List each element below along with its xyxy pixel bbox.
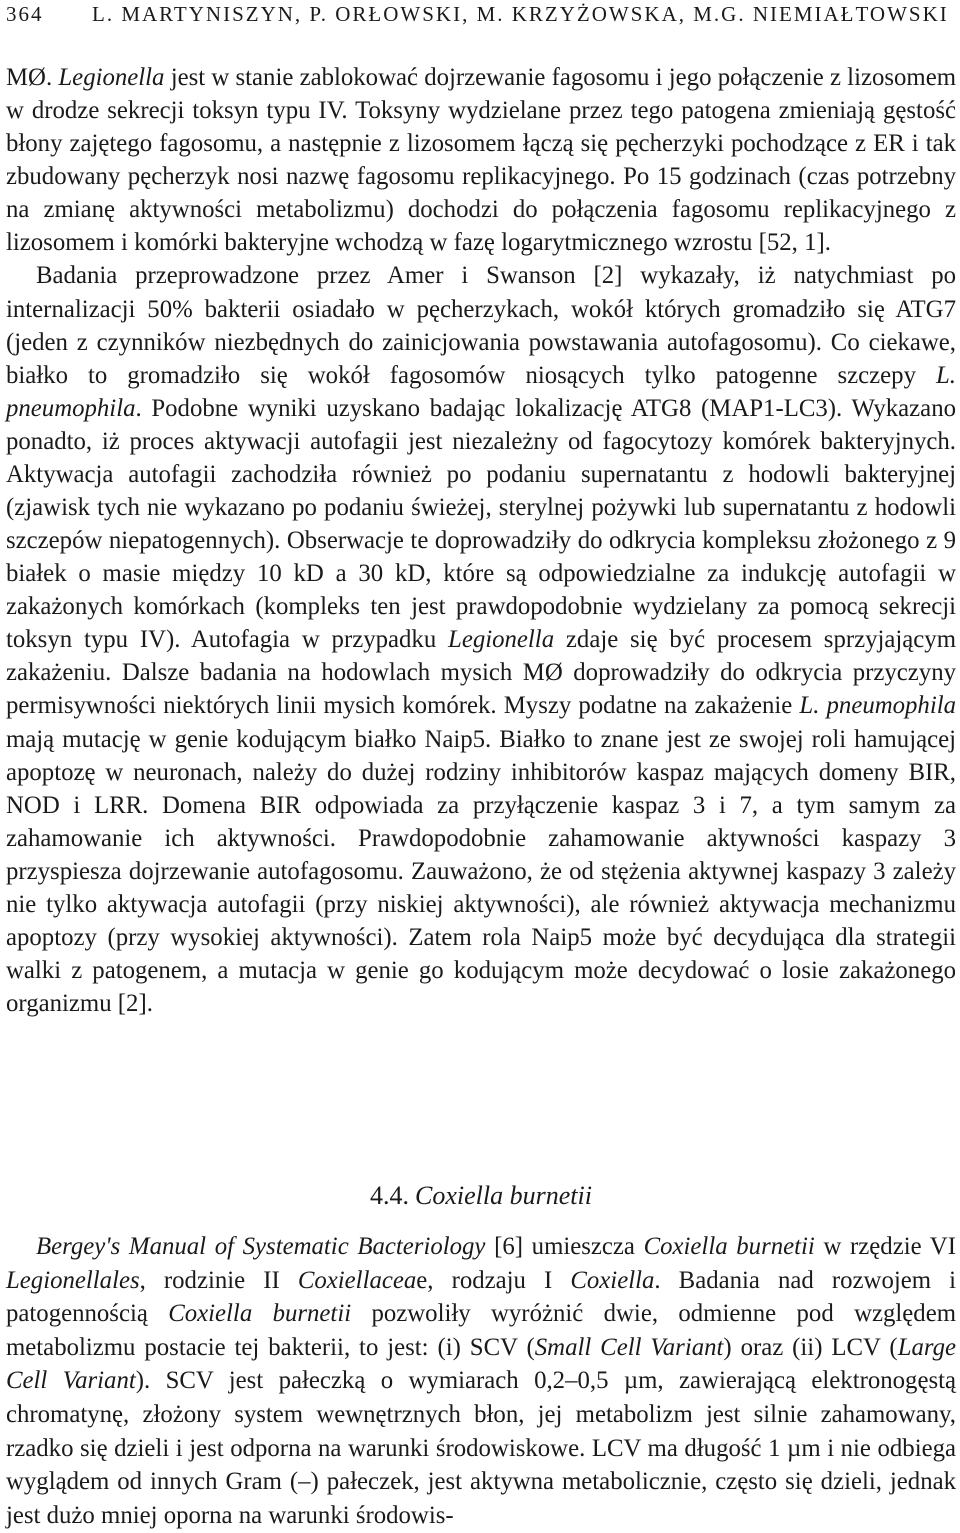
p3-t3: Coxiella burnetii [643, 1233, 815, 1260]
p1-genus-legionella: Legionella [58, 64, 165, 91]
p3-t8: e, rodzaju I [416, 1266, 571, 1294]
paragraph-2 [6, 259, 956, 1020]
p3-t12: pozwoliły wyróżnić dwie, odmienne pod względem metabolizmu postacie tej bakterii, to jest: (i) SCV ( [6, 1300, 956, 1361]
paragraph-3 [6, 1230, 956, 1532]
p2-species-1: L. pneumophila [6, 361, 956, 422]
p3-t2: [6] umieszcza [485, 1233, 644, 1260]
p2-text-b: . Podobne wyniki uzyskano badając lokalizację ATG8 (MAP1-LC3). Wykazano ponadto, iż proces aktywacji autofagii jest niezależny od fagocytozy komórek bakteryjnych. Aktywacja autofagii zachodziła również po podaniu supernatantu z hodowli bakteryjnej (zjawisk tych nie wykazano po podaniu świeżej, sterylnej pożywki lub supernatantu z hodowli szczepów niepatogennych). Obserwacje te doprowadziły do odkrycia kompleksu złożonego z 9 białek o masie między 10 kD a 30 kD, które są odpowiedzialne za indukcję autofagii w zakażonych komórkach (kompleks ten jest prawdopodobnie wydzielany za pomocą sekrecji toksyn typu IV). Autofagia w przypadku [6, 394, 956, 654]
p3-t15: Large Cell Variant [6, 1333, 957, 1395]
p2-text-a: Badania przeprowadzone przez Amer i Swanson [2] wykazały, iż natychmiast po internalizacji 50% bakterii osiadało w pęcherzykach, wokół których gromadziło się ATG7 (jeden z czynników niezbędnych do zainicjowania powstawania autofagosomu). Co ciekawe, białko to gromadziło się wokół fagosomów niosących tylko patogenne szczepy [6, 262, 956, 389]
p3-t7: Coxiellacea [297, 1266, 417, 1294]
p2-species-2: L. pneumophila [799, 692, 957, 720]
p3-t5: Legionellales [6, 1266, 140, 1294]
p3-t6: , rodzinie II [139, 1266, 298, 1294]
p2-text-d: mają mutację w genie kodującym białko Naip5. Białko to znane jest ze swojej roli hamującej apoptozę w neuronach, należy do dużej rodziny inhibitorów kaspaz mających domeny BIR, NOD i LRR. Domena BIR odpowiada za przyłączenie kaspaz 3 i 7, a tym samym za zahamowanie ich aktywności. Prawdopodobnie zahamowanie aktywności kaspazy 3 przyspiesza dojrzewanie autofagosomu. Zauważono, że od stężenia aktywnej kaspazy 3 zależy nie tylko aktywacja autofagii (przy niskiej aktywności), ale również aktywacja mechanizmu apoptozy (przy wysokiej aktywności). Zatem rola Naip5 może być decydująca dla strategii walki z patogenem, a mutacja w genie go kodującym może decydować o losie zakażonego organizmu [2]. [6, 725, 956, 1018]
section-body [6, 1230, 956, 1532]
p3-t14: ) oraz (ii) LCV ( [723, 1333, 898, 1361]
p3-t16: ). SCV jest pałeczką o wymiarach 0,2–0,5 µm, zawierającą elektronogęstą chromatynę, złożony system wewnętrznych błon, jej metabolizm jest silnie zahamowany, rzadko się dzieli i jest odporna na warunki środowiskowe. LCV ma długość 1 µm i nie odbiega wyglądem od innych Gram (–) pałeczek, jest aktywna metabolicznie, często się dzieli, jednak jest dużo mniej oporna na warunki środowis- [6, 1367, 956, 1529]
p1-text-a: MØ. [6, 64, 59, 91]
section-number: 4.4. [370, 1181, 410, 1210]
page-number: 364 [6, 2, 44, 26]
running-header [6, 0, 956, 28]
p3-book-title: Bergey's Manual of Systematic Bacteriology [36, 1233, 486, 1260]
section-title: Coxiella burnetii [415, 1181, 592, 1210]
body-text [6, 61, 956, 1020]
p2-genus-legionella: Legionella [448, 626, 555, 654]
p3-t9: Coxiella [570, 1266, 655, 1294]
p1-text-b: jest w stanie zablokować dojrzewanie fagosomu i jego połączenie z lizosomem w drodze sekrecji toksyn typu IV. Toksyny wydzielane przez tego patogena zmieniają gęstość błony zajętego fagosomu, a następnie z lizosomem łączą się pęcherzyki pochodzące z ER i tak zbudowany pęcherzyk nosi nazwę fagosomu replikacyjnego. Po 15 godzinach (czas potrzebny na zmianę aktywności metabolizmu) dochodzi do połączenia fagosomu replikacyjnego z lizosomem i komórki bakteryjne wchodzą w fazę logarytmicznego wzrostu [52, 1]. [6, 64, 956, 257]
p3-t13: Small Cell Variant [534, 1333, 724, 1361]
p3-t11: Coxiella burnetii [168, 1300, 352, 1328]
paragraph-1 [6, 61, 956, 259]
section-heading [6, 1178, 956, 1214]
p3-t4: w rzędzie VI [814, 1233, 956, 1260]
p3-t10: . Badania nad rozwojem i patogennością [6, 1266, 957, 1328]
header-authors: L. MARTYNISZYN, P. ORŁOWSKI, M. KRZYŻOWSKA, M.G. NIEMIAŁTOWSKI [92, 2, 949, 26]
p2-text-c: zdaje się być procesem sprzyjającym zakażeniu. Dalsze badania na hodowlach mysich MØ doprowadziły do odkrycia przyczyny permisywności niektórych linii mysich komórek. Myszy podatne na zakażenie [6, 626, 956, 720]
